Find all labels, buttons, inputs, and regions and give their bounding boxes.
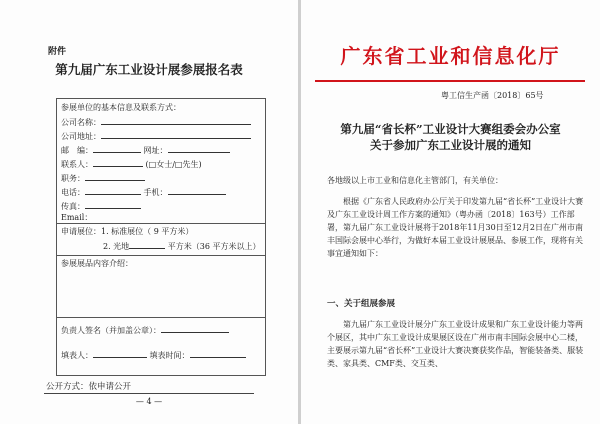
postcode-row — [61, 144, 230, 156]
booth-row — [61, 226, 193, 237]
booth-option-standard[interactable]: 1. 标准展位（ 9 平方米） — [101, 227, 194, 236]
position-blank[interactable] — [85, 172, 145, 181]
booth-label: 申请展位： — [61, 227, 101, 236]
bare-area-blank[interactable] — [129, 240, 165, 249]
section-unit-info: 参展单位的基本信息及联系方式： — [61, 103, 181, 112]
page-number: — 4 — — [135, 397, 163, 406]
red-rule — [315, 80, 585, 82]
company-addr-label: 公司地址： — [61, 132, 101, 141]
postcode-label: 邮 编： — [61, 146, 93, 155]
registration-form — [56, 98, 266, 376]
form-divider — [57, 255, 265, 256]
fax-blank[interactable] — [85, 200, 141, 209]
website-label: 网址： — [143, 146, 168, 155]
filler-blank[interactable] — [93, 349, 147, 358]
form-title: 第九届广东工业设计展参展报名表 — [55, 62, 243, 77]
left-page — [0, 0, 298, 424]
phone-blank[interactable] — [85, 186, 141, 195]
notice-title-line2: 关于参加广东工业设计展的通知 — [370, 138, 531, 152]
document-number: 粤工信生产函〔2018〕65号 — [441, 91, 544, 100]
public-attribute: 公开方式：依申请公开 — [46, 382, 132, 392]
company-name-label: 公司名称： — [61, 118, 101, 127]
salutation: 各地级以上市工业和信息化主管部门，有关单位： — [327, 176, 503, 185]
position-label: 职务： — [61, 174, 85, 183]
section-heading-1: 一、关于组展参展 — [327, 299, 396, 309]
contact-label: 联系人： — [61, 160, 93, 169]
footer-rule — [44, 393, 254, 394]
signer-label: 负责人签名（并加盖公章）： — [61, 326, 161, 335]
exhibit-content-label: 参展展品内容介绍： — [61, 259, 133, 268]
phone-row — [61, 186, 226, 198]
gender-choice[interactable]: (□女士/□先生) — [145, 160, 202, 169]
mobile-blank[interactable] — [168, 186, 226, 195]
email-row — [61, 212, 92, 223]
company-name-blank[interactable] — [101, 116, 251, 125]
paragraph-1: 根据《广东省人民政府办公厅关于印发第九届“省长杯”工业设计大赛及广东工业设计周工作方案的通知》（粤办函〔2018〕163号）工作部署，第九届广东工业设计展将于2018年11月30日至12月2日在广州市南丰国际会展中心举行，为做好本届工业设计展展品、参展工作，现将有关事宜通知如下： — [327, 197, 584, 258]
contact-blank[interactable] — [93, 158, 143, 167]
company-addr-row — [61, 130, 251, 142]
contact-row — [61, 158, 202, 170]
position-row — [61, 172, 145, 184]
form-divider — [57, 317, 265, 318]
postcode-blank[interactable] — [93, 144, 141, 153]
email-label: Email： — [61, 213, 93, 222]
form-divider — [57, 223, 265, 224]
mobile-label: 手机： — [143, 188, 168, 197]
signer-row — [61, 324, 229, 336]
fill-date-label: 填表时间： — [149, 351, 190, 360]
filler-label: 填表人： — [61, 351, 93, 360]
signer-blank[interactable] — [161, 324, 229, 333]
notice-title-line1: 第九届“省长杯”工业设计大赛组委会办公室 — [340, 122, 561, 136]
issuer-header: 广东省工业和信息化厅 — [340, 44, 561, 68]
fill-date-blank[interactable] — [190, 349, 246, 358]
paragraph-2: 第九届广东工业设计展分广东工业设计成果和广东工业设计能力等两个展区，其中广东工业设计成果展区设在广州市南丰国际会展中心二楼，主要展示第九届“省长杯”工业设计大赛决赛获奖作品，智能装备类、服装类、家具类、CMF类、交互类、 — [327, 320, 584, 368]
website-blank[interactable] — [168, 144, 230, 153]
booth-option-bare-unit: 平方米（36 平方米以上） — [167, 242, 261, 251]
phone-label: 电话： — [61, 188, 85, 197]
company-name-row — [61, 116, 251, 128]
fax-label: 传真： — [61, 202, 85, 211]
fax-row — [61, 200, 141, 212]
attachment-label: 附件 — [48, 47, 67, 57]
booth-option-bare-row — [103, 240, 260, 252]
company-addr-blank[interactable] — [101, 130, 251, 139]
booth-option-bare[interactable]: 2. 光地 — [103, 242, 130, 251]
right-page — [301, 0, 600, 424]
filler-row — [61, 349, 246, 361]
